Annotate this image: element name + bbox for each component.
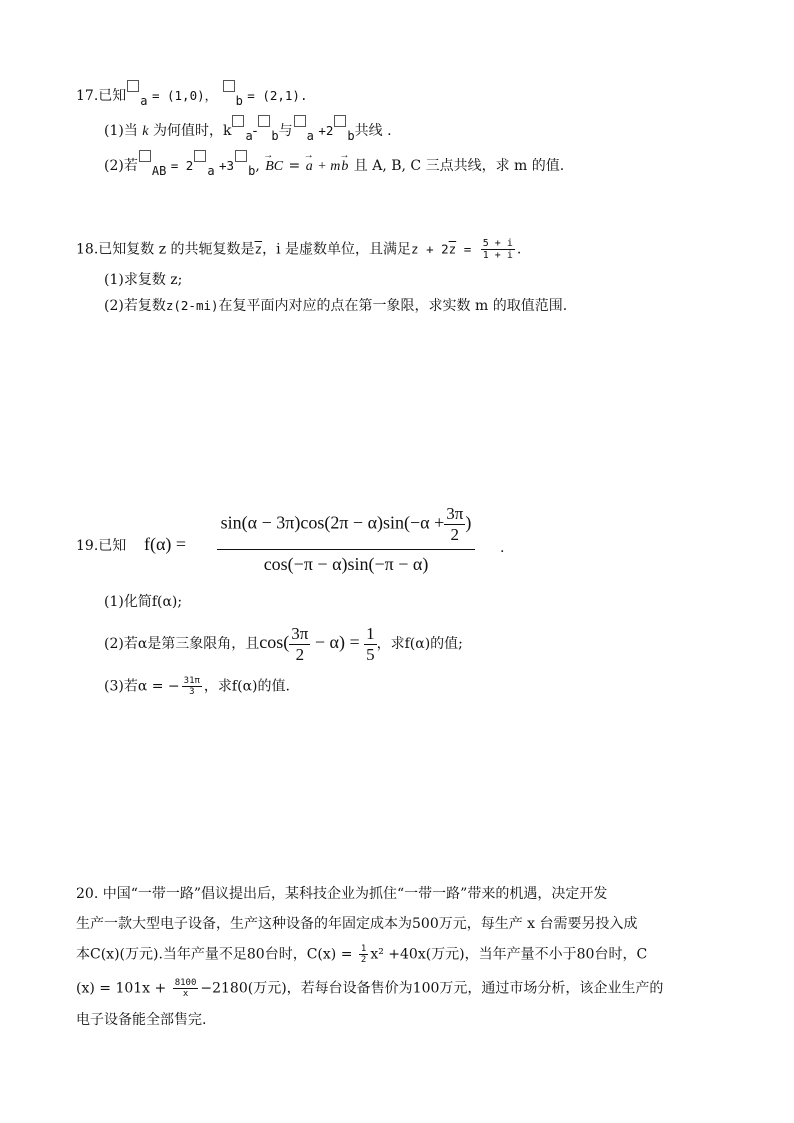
vector-b-arrow: → b <box>340 157 349 177</box>
q19-num-inner-frac <box>444 504 465 545</box>
q18-den: 1 + i <box>482 250 513 261</box>
q20-line2 <box>76 914 638 934</box>
q19-main-fraction <box>200 504 492 575</box>
q19-p2-cos: cos( <box>259 632 290 652</box>
q20-l5: 电子设备能全部售完. <box>76 1012 207 1028</box>
q20-l3-d: 2 <box>360 955 367 965</box>
q17-p1-plus2: +2 <box>318 123 334 138</box>
q17-p2-pre: (2)若 <box>104 158 138 174</box>
q17-p2-plus-m: + m <box>313 159 341 174</box>
q19-p2-fd: 2 <box>295 644 305 664</box>
q20-l2: 生产一款大型电子设备，生产这种设备的年固定成本为500万元，每生产 x 台需要另投入成 <box>76 916 638 932</box>
q19-p3-pre: (3)若α = − <box>104 678 180 695</box>
q19-denominator: cos(−π − α)sin(−π − α) <box>263 554 429 574</box>
vector-placeholder-icon <box>232 115 244 127</box>
vector-placeholder-icon <box>334 115 346 127</box>
q20-l3-n: 1 <box>360 944 367 954</box>
q19-f-label-text: f(α) = <box>144 534 187 554</box>
q20-line1 <box>76 884 607 904</box>
q18-num: 5 + i <box>482 238 513 249</box>
q20-l3-frac <box>359 944 368 965</box>
q19-p2-vn: 1 <box>366 623 375 643</box>
q19-num-left: sin(α − 3π)cos(2π − α)sin(−α + <box>220 512 445 533</box>
q18-lead: 18.已知复数 z 的共轭复数是 <box>76 241 255 258</box>
q17-p2-eq2: = <box>284 158 305 174</box>
q19-p1: (1)化简f(α); <box>104 594 183 610</box>
q19-p3-d: 3 <box>189 687 195 697</box>
vector-placeholder-icon <box>127 80 139 92</box>
q17-p1-pre: (1)当 <box>104 123 143 139</box>
vector-placeholder-icon <box>294 115 306 127</box>
q19-p2-pre: (2)若α是第三象限角，且 <box>104 636 260 652</box>
q17-lead: 17.已知 <box>76 88 127 104</box>
q19-num-right: ) <box>465 512 472 533</box>
q20-l4-frac <box>173 978 199 999</box>
q17-p2-end: 且 A, B, C 三点共线，求 m 的值. <box>349 158 565 174</box>
q20-l4-d: x <box>182 989 189 999</box>
q19-p3-frac <box>182 676 202 697</box>
q19-p2-mid: − α) = <box>310 632 365 652</box>
q18-p2-expr: z(2-mi) <box>165 298 219 313</box>
vector-a-arrow: → a <box>305 157 314 177</box>
q19-tail-text: . <box>500 540 505 556</box>
vector-placeholder-icon <box>194 150 206 162</box>
q19-p2-frac <box>289 624 310 665</box>
q20-line3 <box>76 944 647 965</box>
q19-numerator <box>217 504 476 550</box>
q18-mid: ，i 是虚数单位，且满足 <box>262 241 412 258</box>
vector-bc-label: → BC <box>264 157 284 177</box>
q20-l4-n: 8100 <box>174 978 197 988</box>
q19-lead <box>76 536 126 556</box>
q18-eq: = <box>456 241 479 257</box>
vector-a-label: a <box>140 94 148 108</box>
q20-line4 <box>76 978 663 999</box>
vector-placeholder-icon <box>223 80 235 92</box>
q20-l4-end: −2180(万元)，若每台设备售价为100万元，通过市场分析，该企业生产的 <box>200 980 664 997</box>
q17-p1-end: 共线 . <box>354 123 392 139</box>
q19-num-frac-n: 3π <box>446 504 464 523</box>
q17-part2: (2)若 AB = 2 a +3 b, → BC = → a + m→ b 且 A, B, C 三点共线，求 m 的值. <box>104 150 564 181</box>
q18-fraction <box>481 238 515 261</box>
q17-p1-minus: - <box>252 123 258 139</box>
q19-p2-end: ，求f(α)的值; <box>376 636 463 652</box>
q19-num-frac-d: 2 <box>450 525 460 544</box>
q18-end: . <box>516 241 522 258</box>
q18-part2 <box>104 296 567 316</box>
q17-p1-k: k <box>142 124 149 139</box>
q17-p2-plus3: +3 <box>219 158 235 173</box>
vector-a-value: = (1,0)， <box>151 88 218 103</box>
q19-part2 <box>104 622 463 666</box>
q19-lead-text: 19.已知 <box>76 538 127 554</box>
q19-p3-end: ，求f(α)的值. <box>203 678 290 695</box>
q18-lhs-bar: $\overline{z}$ <box>448 241 457 257</box>
q18-zbar: $\overline{z}$ <box>254 241 263 257</box>
q17-p2-eq: = 2 <box>170 158 194 173</box>
q20-l3-pre: 本C(x)(万元).当年产量不足80台时，C(x) = <box>76 946 357 963</box>
q18-p1: (1)求复数 z; <box>104 272 183 288</box>
vector-b-value: = (2,1). <box>247 88 308 103</box>
q20-l1: 20. 中国“一带一路”倡议提出后，某科技企业为抓住“一带一路”带来的机遇，决定开发 <box>76 886 608 902</box>
q18-lhs: z + 2 <box>411 241 449 257</box>
q18-line1 <box>76 238 521 261</box>
vector-b-label: b <box>235 94 243 108</box>
vector-placeholder-icon <box>235 150 247 162</box>
q17-p1-mid: 为何值时，k <box>148 123 232 139</box>
q19-p3-n: 31π <box>183 676 200 686</box>
q18-part1 <box>104 270 182 290</box>
q19-p2-vd: 5 <box>366 644 375 664</box>
q19-part1 <box>104 592 182 612</box>
q19-part3 <box>104 676 290 697</box>
q20-l3-mid: x² +40x(万元)，当年产量不小于80台时，C <box>370 946 648 963</box>
q20-line5 <box>76 1010 206 1030</box>
q19-f-label <box>144 531 186 557</box>
vector-ab-label: AB <box>151 164 167 178</box>
q19-p2-value-frac <box>364 624 377 665</box>
q20-l4-pre: (x) = 101x + <box>76 980 171 997</box>
q18-p2-pre: (2)若复数 <box>104 298 166 314</box>
q19-p2-fn: 3π <box>291 623 309 643</box>
q18-p2-end: 在复平面内对应的点在第一象限，求实数 m 的取值范围. <box>218 298 568 314</box>
q17-part1: (1)当 k 为何值时，k a- b与 a +2 b共线 . <box>104 115 392 146</box>
q17-line1 <box>76 80 308 111</box>
q17-p1-yu: 与 <box>278 123 293 139</box>
vector-placeholder-icon <box>258 115 270 127</box>
vector-placeholder-icon <box>139 150 151 162</box>
q19-tail <box>500 538 504 558</box>
